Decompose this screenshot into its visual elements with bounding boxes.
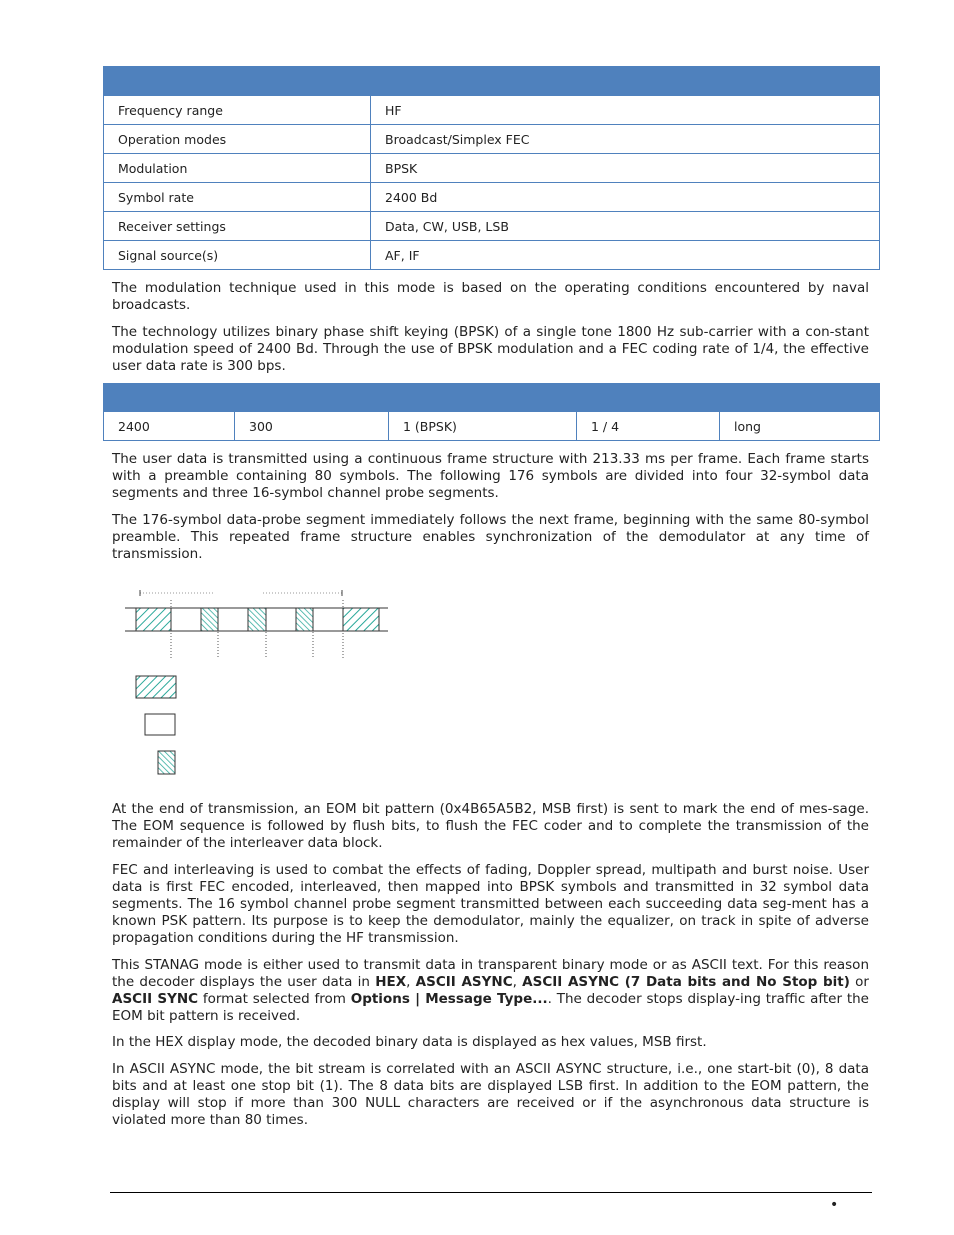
rate-cell: 2400 bbox=[104, 412, 235, 441]
spec-label: Operation modes bbox=[104, 125, 371, 154]
text-run: or bbox=[849, 974, 869, 990]
preamble-segment bbox=[136, 608, 171, 631]
paragraph-display-modes bbox=[112, 957, 869, 1025]
rate-table-header bbox=[104, 384, 880, 412]
paragraph-ascii-async-mode: In ASCII ASYNC mode, the bit stream is correlated with an ASCII ASYNC structure, i.e., one start-bit (0), 8 data bits and at least one stop bit (1). The 8 data bits are displayed LSB first. In addition to the EOM pattern, the display will stop if more than 300 NULL characters are received or if the asynchronous data structure is violated more than 80 times. bbox=[112, 1061, 869, 1128]
diagram-dimension-markers bbox=[140, 590, 342, 596]
legend-data-swatch bbox=[145, 714, 175, 735]
text-run: format selected from bbox=[198, 991, 351, 1007]
rate-header-cell bbox=[577, 384, 720, 412]
option-hex: HEX bbox=[375, 974, 407, 990]
spec-header-cell bbox=[371, 67, 880, 96]
paragraph-bpsk: The technology utilizes binary phase shift keying (BPSK) of a single tone 1800 Hz sub-carrier with a con-stant modulation speed of 2400 Bd. Through the use of BPSK modulation and a FEC coding rate of 1/4, the effective user data rate is 300 bps. bbox=[112, 324, 869, 374]
legend-probe-swatch bbox=[158, 751, 175, 774]
probe-segment bbox=[248, 608, 266, 631]
spec-value: AF, IF bbox=[371, 241, 880, 270]
spec-label: Signal source(s) bbox=[104, 241, 371, 270]
spec-label: Symbol rate bbox=[104, 183, 371, 212]
text-run: , bbox=[512, 974, 523, 990]
rate-header-cell bbox=[104, 384, 235, 412]
option-ascii-async-7bit: ASCII ASYNC (7 Data bits and No Stop bit) bbox=[522, 974, 850, 990]
paragraph-fec-interleaving: FEC and interleaving is used to combat the effects of fading, Doppler spread, multipath and burst noise. User data is first FEC encoded, interleaved, then mapped into BPSK symbols and transmitted in 32 symbol data segments. The 16 symbol channel probe segment transmitted between each succeeding data seg-ment has a known PSK pattern. Its purpose is to keep the demodulator, mainly the equalizer, on track in spite of adverse propagation conditions during the HF transmission. bbox=[112, 862, 869, 946]
footer-bullet: • bbox=[830, 1197, 839, 1213]
text-run: . The decoder stops display-ing traffic after the EOM bit pattern is received. bbox=[112, 991, 869, 1024]
rate-table bbox=[103, 383, 880, 441]
rate-header-cell bbox=[720, 384, 880, 412]
rate-cell: 1 (BPSK) bbox=[389, 412, 577, 441]
paragraph-frame-structure: The user data is transmitted using a continuous frame structure with 213.33 ms per frame. Each frame starts with a preamble containing 80 symbols. The following 176 symbols are divided into four 32-symbol data segments and three 16-symbol channel probe segments. bbox=[112, 451, 869, 501]
rate-cell: 300 bbox=[235, 412, 389, 441]
table-row bbox=[104, 183, 880, 212]
rate-header-cell bbox=[235, 384, 389, 412]
spec-label: Receiver settings bbox=[104, 212, 371, 241]
option-ascii-async: ASCII ASYNC bbox=[415, 974, 513, 990]
text-run: This STANAG mode is either used to transmit data in transparent binary mode or as ASCII text. For this reason the decoder displays the user data in bbox=[112, 957, 869, 990]
frame-structure-diagram bbox=[100, 580, 420, 790]
paragraph-modulation-technique: The modulation technique used in this mode is based on the operating conditions encountered by naval broadcasts. bbox=[112, 280, 869, 313]
rate-header-cell bbox=[389, 384, 577, 412]
table-row bbox=[104, 412, 880, 441]
spec-value: Data, CW, USB, LSB bbox=[371, 212, 880, 241]
option-ascii-sync: ASCII SYNC bbox=[112, 991, 199, 1007]
spec-value: BPSK bbox=[371, 154, 880, 183]
footer-rule bbox=[110, 1192, 872, 1193]
table-row bbox=[104, 154, 880, 183]
rate-cell: 1 / 4 bbox=[577, 412, 720, 441]
text-run: , bbox=[406, 974, 416, 990]
table-row bbox=[104, 212, 880, 241]
spec-table bbox=[103, 66, 880, 270]
probe-segment bbox=[296, 608, 313, 631]
spec-label: Modulation bbox=[104, 154, 371, 183]
menu-path: Options | Message Type... bbox=[350, 991, 548, 1007]
probe-segment bbox=[201, 608, 218, 631]
spec-label: Frequency range bbox=[104, 96, 371, 125]
spec-value: 2400 Bd bbox=[371, 183, 880, 212]
rate-cell: long bbox=[720, 412, 880, 441]
spec-value: Broadcast/Simplex FEC bbox=[371, 125, 880, 154]
preamble-segment bbox=[343, 608, 379, 631]
table-row bbox=[104, 241, 880, 270]
legend-preamble-swatch bbox=[136, 676, 176, 698]
paragraph-hex-mode: In the HEX display mode, the decoded binary data is displayed as hex values, MSB first. bbox=[112, 1034, 707, 1050]
paragraph-eom: At the end of transmission, an EOM bit pattern (0x4B65A5B2, MSB first) is sent to mark the end of mes-sage. The EOM sequence is followed by flush bits, to flush the FEC coder and to complete the transmission of the remainder of the interleaver data block. bbox=[112, 801, 869, 851]
paragraph-data-probe: The 176-symbol data-probe segment immediately follows the next frame, beginning with the same 80-symbol preamble. This repeated frame structure enables synchronization of the demodulator at any time of transmission. bbox=[112, 512, 869, 562]
spec-table-header bbox=[104, 67, 880, 96]
spec-value: HF bbox=[371, 96, 880, 125]
table-row bbox=[104, 125, 880, 154]
spec-header-cell bbox=[104, 67, 371, 96]
table-row bbox=[104, 96, 880, 125]
